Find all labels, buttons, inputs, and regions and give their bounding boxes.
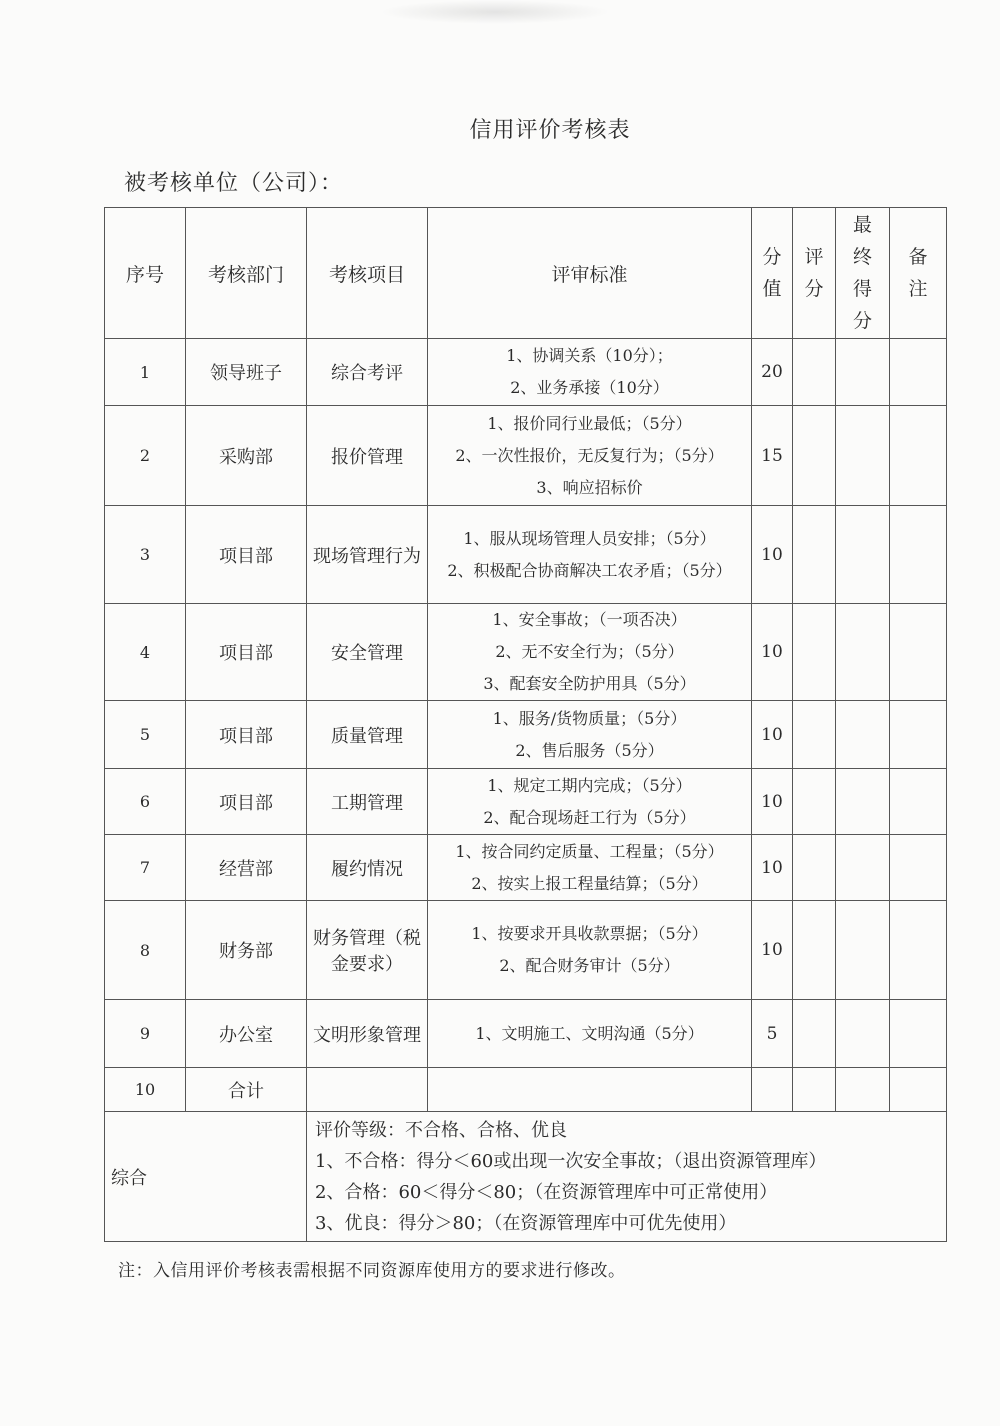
- criteria-line: 1、协调关系（10分）；: [506, 346, 673, 365]
- row-dept: 采购部: [186, 406, 307, 506]
- row-item: 质量管理: [307, 701, 428, 769]
- row-rating-cell[interactable]: [793, 769, 836, 835]
- criteria-line: 1、服务/货物质量；（5分）: [492, 708, 687, 728]
- row-criteria: [428, 769, 752, 835]
- row-criteria: [428, 339, 752, 406]
- row-final-score-cell[interactable]: [836, 339, 890, 406]
- table-row: [105, 701, 947, 769]
- criteria-line: 2、积极配合协商解决工农矛盾；（5分）: [447, 560, 732, 580]
- table-header-row: [105, 208, 947, 339]
- row-remarks-cell[interactable]: [890, 506, 947, 604]
- criteria-line: 2、售后服务（5分）: [515, 740, 664, 760]
- table-row: [105, 604, 947, 701]
- criteria-line: 3、配套安全防护用具（5分）: [483, 674, 696, 693]
- row-remarks-cell[interactable]: [890, 701, 947, 769]
- header-final-score: 最 终 得 分: [836, 208, 890, 339]
- row-points: 10: [752, 701, 793, 769]
- criteria-line: 1、按合同约定质量、工程量；（5分）: [455, 841, 724, 861]
- row-criteria: [428, 1000, 752, 1068]
- criteria-line: 1、服从现场管理人员安排；（5分）: [463, 528, 716, 548]
- row-dept: 项目部: [186, 701, 307, 769]
- row-rating-cell[interactable]: [793, 835, 836, 901]
- row-criteria: [428, 406, 752, 506]
- summary-line: 3、优良：得分＞80；（在资源管理库中可优先使用）: [315, 1212, 737, 1234]
- row-seq: 6: [105, 769, 186, 835]
- summary-line: 评价等级：不合格、合格、优良: [315, 1119, 567, 1141]
- total-label: 合计: [186, 1068, 307, 1112]
- criteria-line: 2、配合现场赶工行为（5分）: [483, 807, 696, 827]
- criteria-line: 2、按实上报工程量结算；（5分）: [471, 873, 708, 893]
- criteria-line: 1、按要求开具收款票据；（5分）: [471, 924, 708, 943]
- total-remarks-cell[interactable]: [890, 1068, 947, 1112]
- row-seq: 5: [105, 701, 186, 769]
- row-points: 10: [752, 769, 793, 835]
- row-item: 现场管理行为: [307, 506, 428, 604]
- row-final-score-cell[interactable]: [836, 901, 890, 1000]
- header-criteria: 评审标准: [428, 208, 752, 339]
- row-rating-cell[interactable]: [793, 506, 836, 604]
- criteria-line: 1、安全事故；（一项否决）: [492, 610, 687, 629]
- row-final-score-cell[interactable]: [836, 769, 890, 835]
- row-item: 履约情况: [307, 835, 428, 901]
- row-points: 10: [752, 901, 793, 1000]
- row-item: 报价管理: [307, 406, 428, 506]
- row-final-score-cell[interactable]: [836, 701, 890, 769]
- row-item: 财务管理（税金要求）: [307, 901, 428, 1000]
- criteria-line: 3、响应招标价: [536, 477, 643, 497]
- row-seq: 3: [105, 506, 186, 604]
- row-points: 10: [752, 835, 793, 901]
- total-seq: 10: [105, 1068, 186, 1112]
- summary-row: [105, 1112, 947, 1242]
- row-remarks-cell[interactable]: [890, 835, 947, 901]
- criteria-line: 2、无不安全行为；（5分）: [495, 642, 684, 661]
- row-remarks-cell[interactable]: [890, 1000, 947, 1068]
- table-row: [105, 339, 947, 406]
- row-rating-cell[interactable]: [793, 901, 836, 1000]
- total-item-cell[interactable]: [307, 1068, 428, 1112]
- header-remarks: 备 注: [890, 208, 947, 339]
- row-dept: 领导班子: [186, 339, 307, 406]
- row-seq: 7: [105, 835, 186, 901]
- row-rating-cell[interactable]: [793, 406, 836, 506]
- total-final-cell[interactable]: [836, 1068, 890, 1112]
- row-remarks-cell[interactable]: [890, 769, 947, 835]
- row-dept: 财务部: [186, 901, 307, 1000]
- criteria-line: 2、一次性报价，无反复行为；（5分）: [455, 445, 724, 465]
- row-seq: 2: [105, 406, 186, 506]
- summary-line: 1、不合格：得分＜60或出现一次安全事故；（退出资源管理库）: [315, 1150, 827, 1172]
- header-rating: 评 分: [793, 208, 836, 339]
- criteria-line: 1、文明施工、文明沟通（5分）: [475, 1023, 704, 1043]
- row-final-score-cell[interactable]: [836, 506, 890, 604]
- table-row: [105, 835, 947, 901]
- row-dept: 办公室: [186, 1000, 307, 1068]
- row-remarks-cell[interactable]: [890, 604, 947, 701]
- row-criteria: [428, 604, 752, 701]
- row-item: 工期管理: [307, 769, 428, 835]
- row-points: 5: [752, 1000, 793, 1068]
- table-row: [105, 406, 947, 506]
- row-points: 10: [752, 506, 793, 604]
- total-points-cell[interactable]: [752, 1068, 793, 1112]
- criteria-line: 2、业务承接（10分）: [510, 378, 669, 397]
- row-dept: 项目部: [186, 769, 307, 835]
- row-points: 10: [752, 604, 793, 701]
- row-dept: 经营部: [186, 835, 307, 901]
- header-item: 考核项目: [307, 208, 428, 339]
- row-seq: 1: [105, 339, 186, 406]
- row-rating-cell[interactable]: [793, 701, 836, 769]
- table-row: [105, 901, 947, 1000]
- table-row: [105, 769, 947, 835]
- row-points: 15: [752, 406, 793, 506]
- criteria-line: 2、配合财务审计（5分）: [499, 956, 680, 975]
- row-criteria: [428, 506, 752, 604]
- row-remarks-cell[interactable]: [890, 406, 947, 506]
- row-dept: 项目部: [186, 604, 307, 701]
- row-criteria: [428, 701, 752, 769]
- assessment-table: [104, 207, 947, 1242]
- assessed-unit-label: 被考核单位（公司）：: [124, 171, 344, 196]
- row-criteria: [428, 901, 752, 1000]
- table-row: [105, 1000, 947, 1068]
- summary-label: 综合: [105, 1112, 307, 1242]
- total-criteria-cell[interactable]: [428, 1068, 752, 1112]
- scan-artifact: [380, 0, 610, 24]
- header-dept: 考核部门: [186, 208, 307, 339]
- row-item: 安全管理: [307, 604, 428, 701]
- criteria-line: 1、规定工期内完成；（5分）: [487, 775, 692, 795]
- row-remarks-cell[interactable]: [890, 339, 947, 406]
- row-seq: 4: [105, 604, 186, 701]
- header-seq: 序号: [105, 208, 186, 339]
- row-final-score-cell[interactable]: [836, 604, 890, 701]
- table-row: [105, 506, 947, 604]
- row-rating-cell[interactable]: [793, 339, 836, 406]
- row-final-score-cell[interactable]: [836, 1000, 890, 1068]
- row-seq: 9: [105, 1000, 186, 1068]
- total-rating-cell[interactable]: [793, 1068, 836, 1112]
- page-title: 信用评价考核表: [469, 118, 631, 143]
- row-rating-cell[interactable]: [793, 604, 836, 701]
- row-points: 20: [752, 339, 793, 406]
- header-points: 分 值: [752, 208, 793, 339]
- row-seq: 8: [105, 901, 186, 1000]
- row-item: 综合考评: [307, 339, 428, 406]
- summary-line: 2、合格：60＜得分＜80；（在资源管理库中可正常使用）: [315, 1181, 778, 1203]
- row-remarks-cell[interactable]: [890, 901, 947, 1000]
- row-dept: 项目部: [186, 506, 307, 604]
- row-final-score-cell[interactable]: [836, 835, 890, 901]
- row-criteria: [428, 835, 752, 901]
- row-rating-cell[interactable]: [793, 1000, 836, 1068]
- row-final-score-cell[interactable]: [836, 406, 890, 506]
- footnote: 注：入信用评价考核表需根据不同资源库使用方的要求进行修改。: [118, 1261, 626, 1281]
- criteria-line: 1、报价同行业最低；（5分）: [487, 413, 692, 433]
- row-item: 文明形象管理: [307, 1000, 428, 1068]
- total-row: [105, 1068, 947, 1112]
- summary-text: [307, 1112, 947, 1242]
